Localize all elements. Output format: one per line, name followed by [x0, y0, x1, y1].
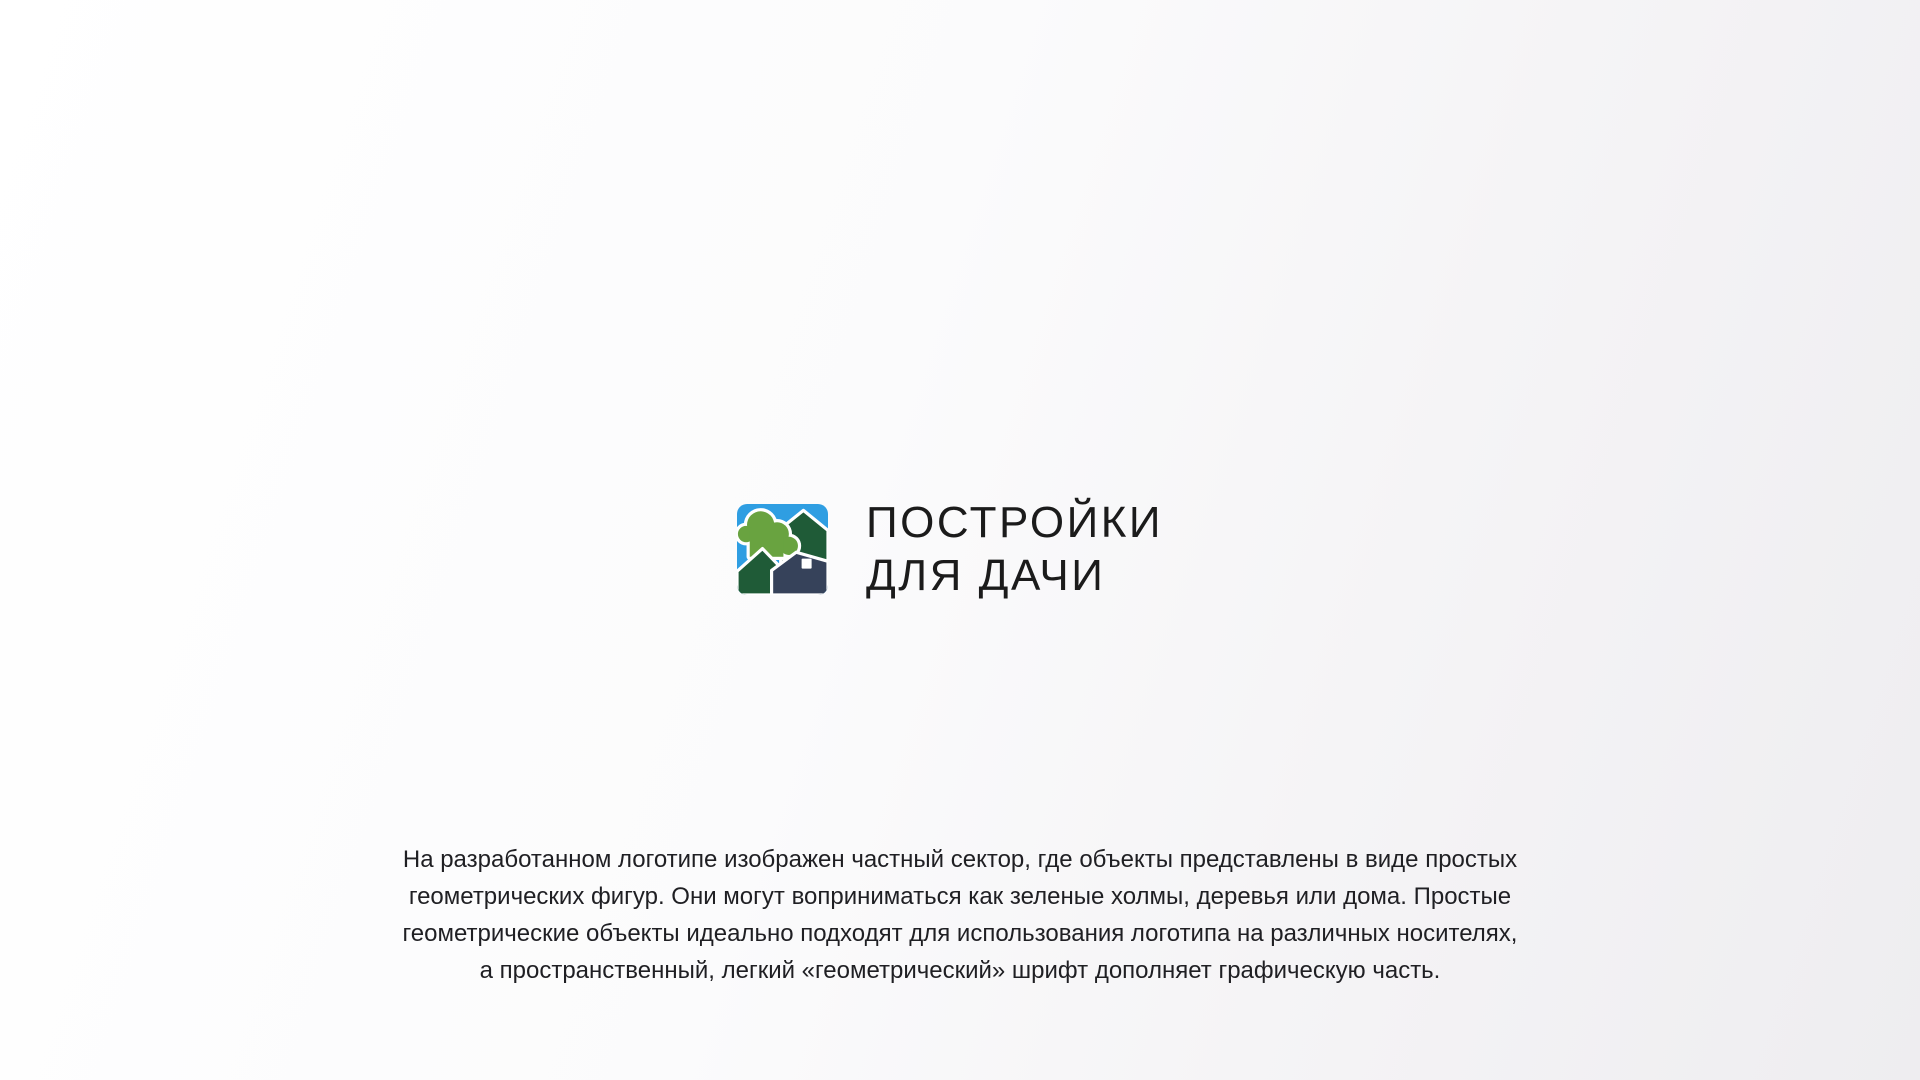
description-paragraph	[0, 841, 1920, 989]
logo-title-line-2: ДЛЯ ДАЧИ	[866, 551, 1106, 600]
house-window	[802, 558, 812, 568]
description-line: На разработанном логотипе изображен частный сектор, где объекты представлены в виде простых	[402, 846, 1518, 873]
logo-title	[866, 496, 1163, 602]
dacha-buildings-icon	[737, 504, 828, 595]
description-line: геометрические объекты идеально подходят для использования логотипа на различных носителях,	[402, 920, 1518, 947]
logo-title-line-1: ПОСТРОЙКИ	[866, 498, 1164, 547]
logo-lockup	[737, 496, 1163, 602]
description-line: геометрических фигур. Они могут воприниматься как зеленые холмы, деревья или дома. Простые	[408, 883, 1512, 910]
description-line: а пространственный, легкий «геометрический» шрифт дополняет графическую часть.	[479, 957, 1441, 984]
